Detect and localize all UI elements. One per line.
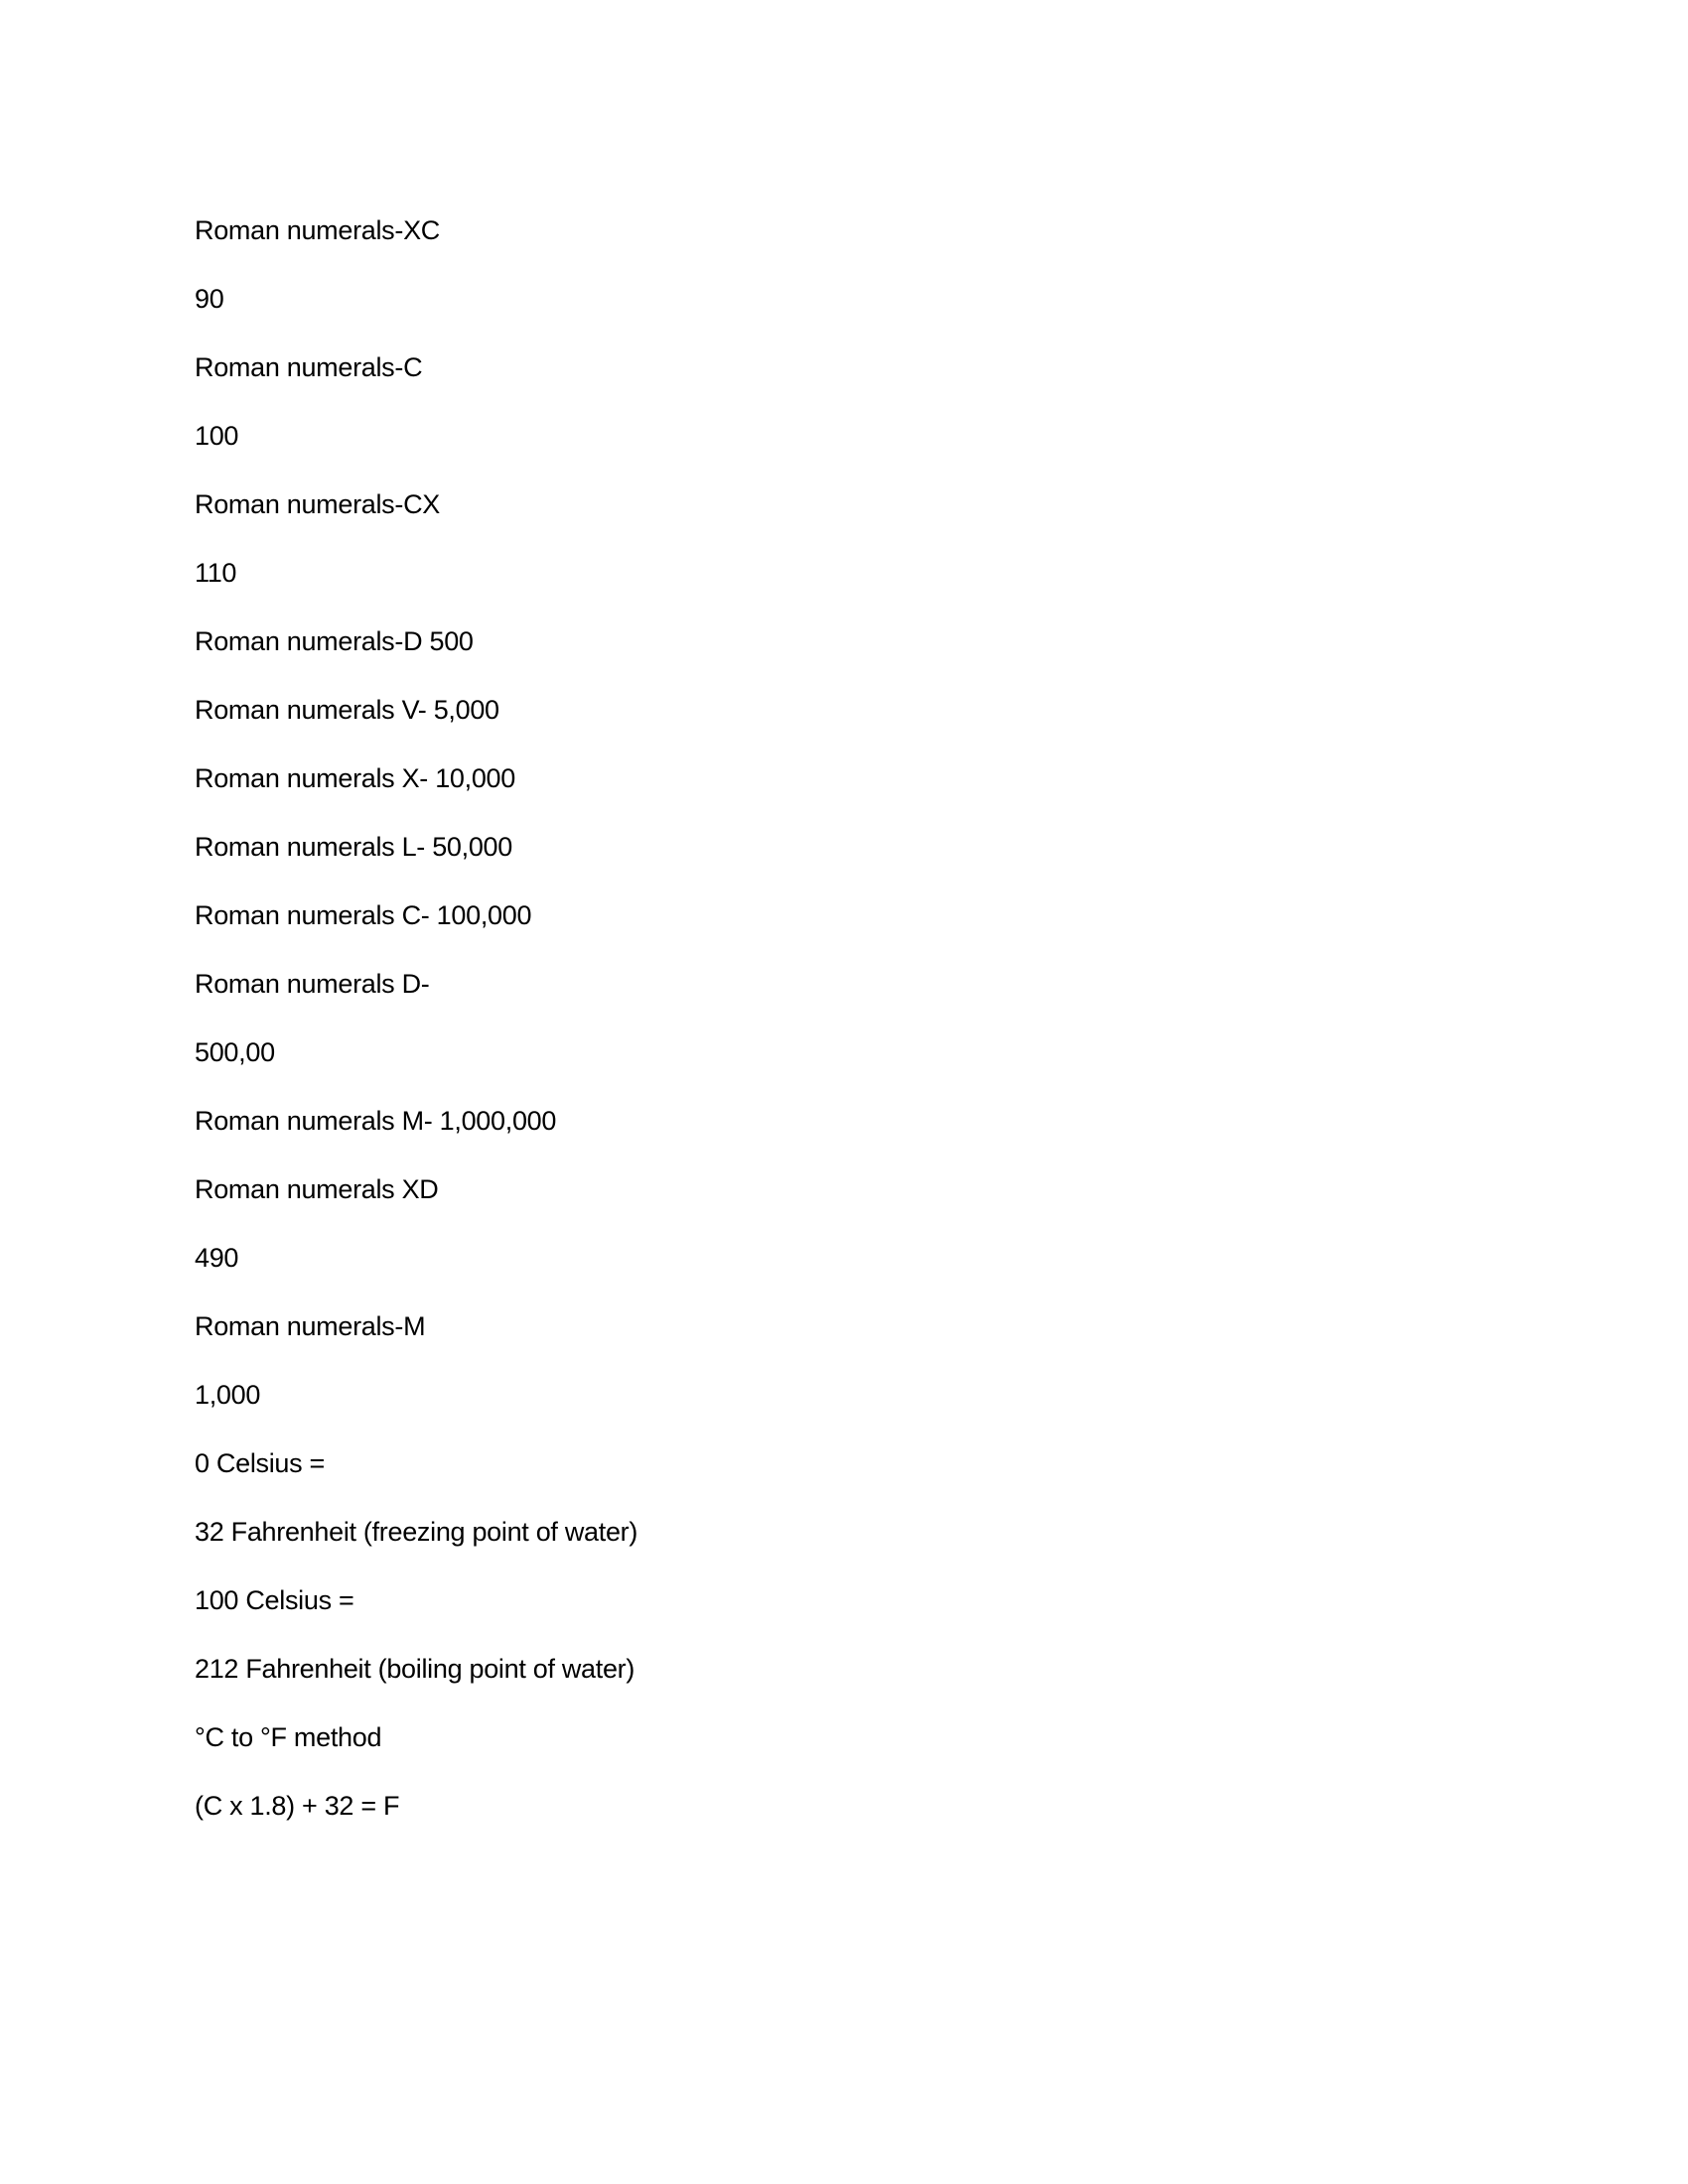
text-line: Roman numerals XD <box>195 1174 439 1204</box>
text-line: Roman numerals M- 1,000,000 <box>195 1106 557 1136</box>
text-line: Roman numerals V- 5,000 <box>195 695 499 725</box>
text-line: Roman numerals L- 50,000 <box>195 832 512 862</box>
text-line: 0 Celsius = <box>195 1448 326 1478</box>
text-line: 490 <box>195 1243 239 1273</box>
text-line: 90 <box>195 284 224 314</box>
text-line: 100 Celsius = <box>195 1585 354 1615</box>
text-line: Roman numerals-D 500 <box>195 626 474 656</box>
text-line: (C x 1.8) + 32 = F <box>195 1791 400 1821</box>
text-line: 100 <box>195 421 239 451</box>
text-line: Roman numerals D- <box>195 969 430 999</box>
text-line: 212 Fahrenheit (boiling point of water) <box>195 1654 635 1684</box>
text-line: Roman numerals-C <box>195 352 423 382</box>
text-line: 1,000 <box>195 1380 261 1410</box>
text-line: Roman numerals C- 100,000 <box>195 900 532 930</box>
text-line: 32 Fahrenheit (freezing point of water) <box>195 1517 638 1547</box>
text-line: °C to °F method <box>195 1722 382 1752</box>
text-line: Roman numerals X- 10,000 <box>195 763 515 793</box>
text-line: Roman numerals-M <box>195 1311 426 1341</box>
document-body <box>195 197 637 1841</box>
text-line: 500,00 <box>195 1037 275 1067</box>
text-line: 110 <box>195 558 237 588</box>
text-line: Roman numerals-XC <box>195 215 440 245</box>
text-line: Roman numerals-CX <box>195 489 440 519</box>
